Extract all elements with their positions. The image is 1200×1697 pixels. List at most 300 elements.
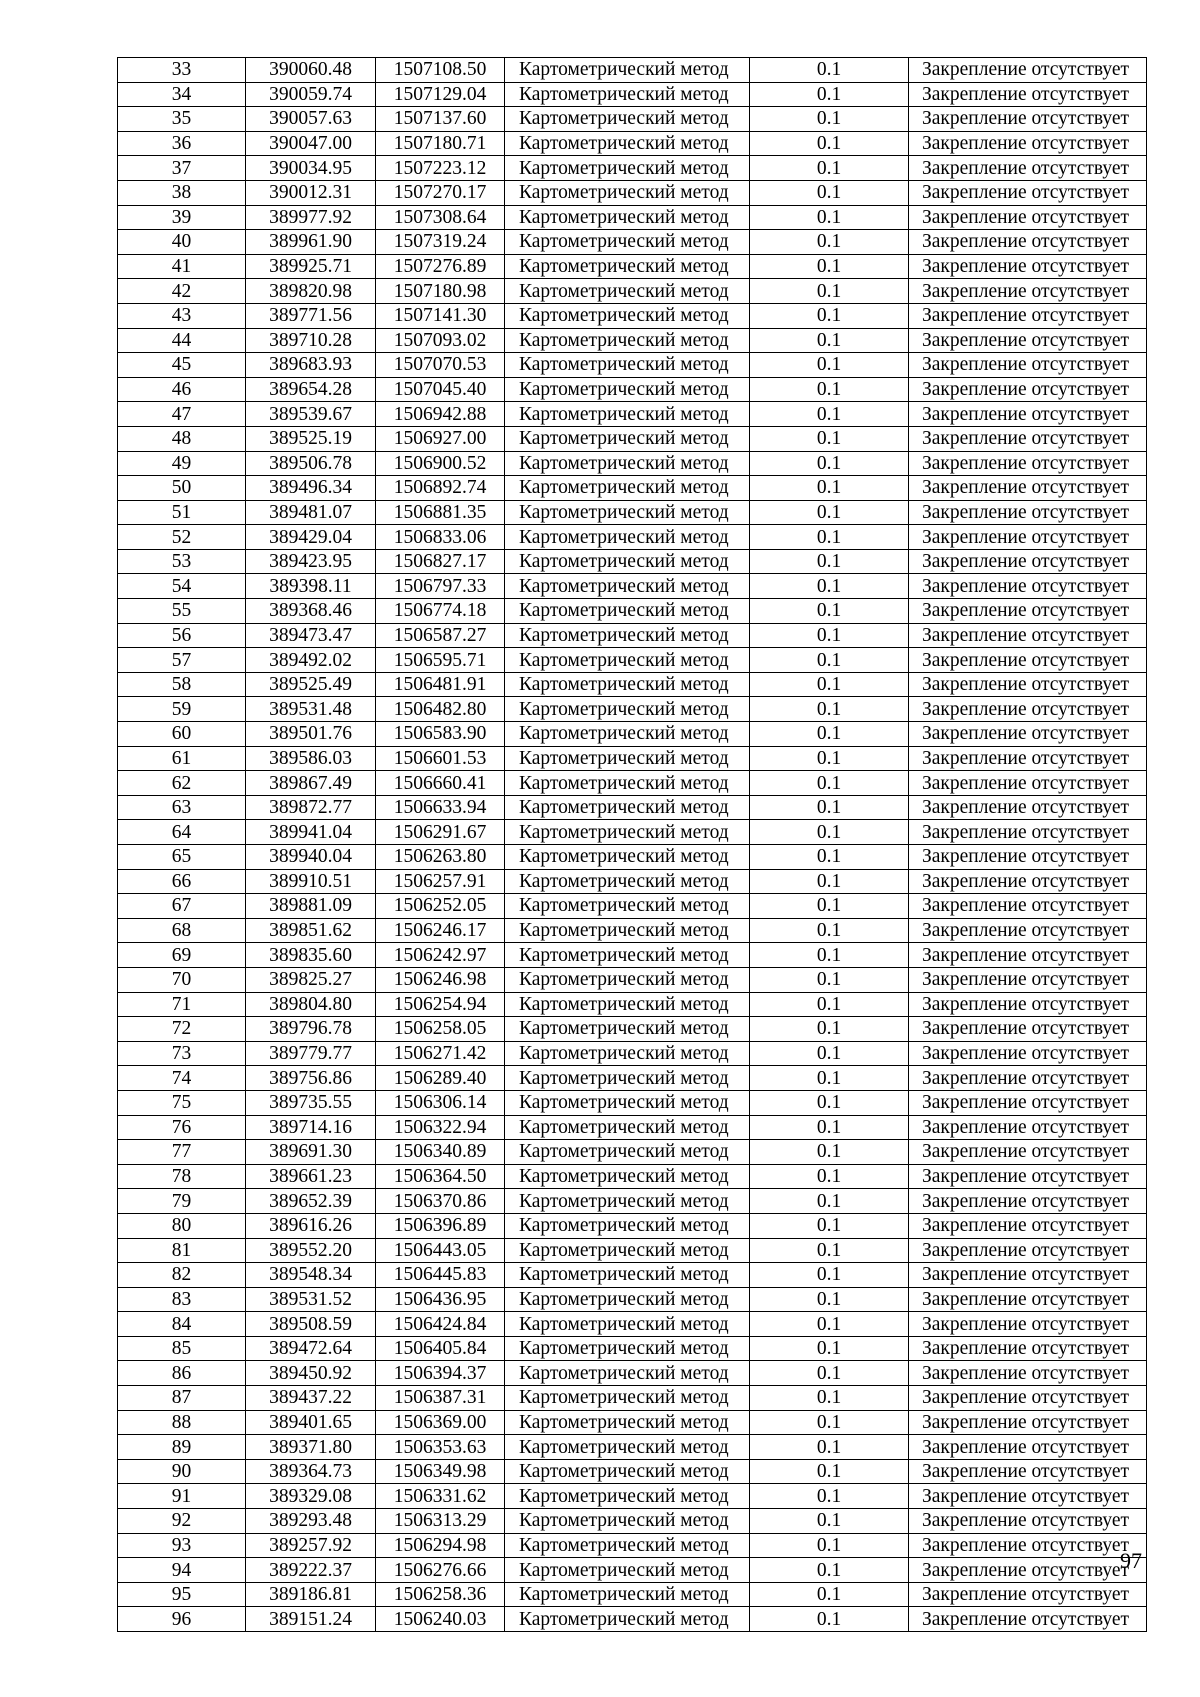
coordinate-x-cell: 389329.08 (246, 1484, 376, 1509)
table-row (118, 845, 1147, 870)
coordinate-y-cell: 1506349.98 (376, 1459, 505, 1484)
point-number-cell: 91 (118, 1484, 246, 1509)
accuracy-cell: 0.1 (750, 549, 909, 574)
accuracy-cell: 0.1 (750, 1484, 909, 1509)
point-number-cell: 53 (118, 549, 246, 574)
coordinate-y-cell: 1506364.50 (376, 1164, 505, 1189)
point-number-cell: 69 (118, 943, 246, 968)
coordinate-x-cell: 389779.77 (246, 1041, 376, 1066)
method-cell: Картометрический метод (505, 648, 750, 673)
method-cell: Картометрический метод (505, 525, 750, 550)
point-number-cell: 59 (118, 697, 246, 722)
fixing-description-cell: Закрепление отсутствует (909, 1189, 1147, 1214)
coordinate-x-cell: 390012.31 (246, 180, 376, 205)
method-cell: Картометрический метод (505, 1017, 750, 1042)
coordinate-x-cell: 389652.39 (246, 1189, 376, 1214)
coordinate-x-cell: 389539.67 (246, 402, 376, 427)
point-number-cell: 86 (118, 1361, 246, 1386)
coordinate-x-cell: 389472.64 (246, 1336, 376, 1361)
point-number-cell: 43 (118, 303, 246, 328)
coordinate-y-cell: 1506881.35 (376, 500, 505, 525)
accuracy-cell: 0.1 (750, 820, 909, 845)
method-cell: Картометрический метод (505, 672, 750, 697)
coordinate-x-cell: 389525.19 (246, 426, 376, 451)
coordinate-x-cell: 389835.60 (246, 943, 376, 968)
coordinate-x-cell: 389910.51 (246, 869, 376, 894)
table-row (118, 672, 1147, 697)
coordinate-y-cell: 1507319.24 (376, 230, 505, 255)
coordinate-y-cell: 1506927.00 (376, 426, 505, 451)
table-row (118, 795, 1147, 820)
coordinate-x-cell: 389710.28 (246, 328, 376, 353)
fixing-description-cell: Закрепление отсутствует (909, 205, 1147, 230)
accuracy-cell: 0.1 (750, 131, 909, 156)
fixing-description-cell: Закрепление отсутствует (909, 795, 1147, 820)
method-cell: Картометрический метод (505, 377, 750, 402)
point-number-cell: 33 (118, 58, 246, 83)
coordinate-y-cell: 1506276.66 (376, 1558, 505, 1583)
point-number-cell: 48 (118, 426, 246, 451)
method-cell: Картометрический метод (505, 746, 750, 771)
fixing-description-cell: Закрепление отсутствует (909, 1459, 1147, 1484)
method-cell: Картометрический метод (505, 1189, 750, 1214)
table-row (118, 328, 1147, 353)
fixing-description-cell: Закрепление отсутствует (909, 623, 1147, 648)
point-number-cell: 52 (118, 525, 246, 550)
method-cell: Картометрический метод (505, 500, 750, 525)
coordinate-y-cell: 1506405.84 (376, 1336, 505, 1361)
point-number-cell: 72 (118, 1017, 246, 1042)
coordinate-x-cell: 389940.04 (246, 845, 376, 870)
coordinate-x-cell: 389401.65 (246, 1410, 376, 1435)
table-row (118, 1459, 1147, 1484)
table-row (118, 353, 1147, 378)
coordinate-x-cell: 390060.48 (246, 58, 376, 83)
coordinate-y-cell: 1506396.89 (376, 1213, 505, 1238)
accuracy-cell: 0.1 (750, 1213, 909, 1238)
point-number-cell: 41 (118, 254, 246, 279)
accuracy-cell: 0.1 (750, 254, 909, 279)
point-number-cell: 56 (118, 623, 246, 648)
fixing-description-cell: Закрепление отсутствует (909, 845, 1147, 870)
table-row (118, 943, 1147, 968)
table-row (118, 303, 1147, 328)
fixing-description-cell: Закрепление отсутствует (909, 1164, 1147, 1189)
table-row (118, 1558, 1147, 1583)
table-row (118, 1263, 1147, 1288)
table-row (118, 1238, 1147, 1263)
accuracy-cell: 0.1 (750, 623, 909, 648)
accuracy-cell: 0.1 (750, 1017, 909, 1042)
fixing-description-cell: Закрепление отсутствует (909, 697, 1147, 722)
accuracy-cell: 0.1 (750, 1189, 909, 1214)
point-number-cell: 80 (118, 1213, 246, 1238)
method-cell: Картометрический метод (505, 1533, 750, 1558)
coordinate-x-cell: 389654.28 (246, 377, 376, 402)
coordinate-y-cell: 1506313.29 (376, 1509, 505, 1534)
fixing-description-cell: Закрепление отсутствует (909, 820, 1147, 845)
method-cell: Картометрический метод (505, 574, 750, 599)
coordinate-y-cell: 1506294.98 (376, 1533, 505, 1558)
coordinate-y-cell: 1506660.41 (376, 771, 505, 796)
fixing-description-cell: Закрепление отсутствует (909, 672, 1147, 697)
fixing-description-cell: Закрепление отсутствует (909, 722, 1147, 747)
coordinate-x-cell: 389506.78 (246, 451, 376, 476)
coordinate-x-cell: 389423.95 (246, 549, 376, 574)
point-number-cell: 47 (118, 402, 246, 427)
coordinate-y-cell: 1506291.67 (376, 820, 505, 845)
table-row (118, 599, 1147, 624)
table-row (118, 156, 1147, 181)
accuracy-cell: 0.1 (750, 426, 909, 451)
method-cell: Картометрический метод (505, 1140, 750, 1165)
accuracy-cell: 0.1 (750, 722, 909, 747)
coordinate-y-cell: 1507141.30 (376, 303, 505, 328)
point-number-cell: 42 (118, 279, 246, 304)
coordinate-y-cell: 1506774.18 (376, 599, 505, 624)
fixing-description-cell: Закрепление отсутствует (909, 1336, 1147, 1361)
coordinate-y-cell: 1506633.94 (376, 795, 505, 820)
method-cell: Картометрический метод (505, 894, 750, 919)
accuracy-cell: 0.1 (750, 1361, 909, 1386)
method-cell: Картометрический метод (505, 1386, 750, 1411)
accuracy-cell: 0.1 (750, 918, 909, 943)
point-number-cell: 60 (118, 722, 246, 747)
method-cell: Картометрический метод (505, 107, 750, 132)
accuracy-cell: 0.1 (750, 992, 909, 1017)
method-cell: Картометрический метод (505, 1435, 750, 1460)
point-number-cell: 77 (118, 1140, 246, 1165)
table-row (118, 1115, 1147, 1140)
point-number-cell: 68 (118, 918, 246, 943)
coordinate-x-cell: 389661.23 (246, 1164, 376, 1189)
coordinate-x-cell: 390059.74 (246, 82, 376, 107)
coordinate-y-cell: 1506242.97 (376, 943, 505, 968)
accuracy-cell: 0.1 (750, 1041, 909, 1066)
fixing-description-cell: Закрепление отсутствует (909, 1017, 1147, 1042)
point-number-cell: 90 (118, 1459, 246, 1484)
coordinate-x-cell: 389683.93 (246, 353, 376, 378)
coordinate-y-cell: 1506827.17 (376, 549, 505, 574)
table-row (118, 697, 1147, 722)
fixing-description-cell: Закрепление отсутствует (909, 107, 1147, 132)
method-cell: Картометрический метод (505, 943, 750, 968)
coordinate-y-cell: 1506436.95 (376, 1287, 505, 1312)
point-number-cell: 79 (118, 1189, 246, 1214)
method-cell: Картометрический метод (505, 353, 750, 378)
accuracy-cell: 0.1 (750, 230, 909, 255)
point-number-cell: 37 (118, 156, 246, 181)
accuracy-cell: 0.1 (750, 156, 909, 181)
accuracy-cell: 0.1 (750, 1558, 909, 1583)
accuracy-cell: 0.1 (750, 279, 909, 304)
coordinate-x-cell: 389525.49 (246, 672, 376, 697)
coordinate-y-cell: 1506353.63 (376, 1435, 505, 1460)
coordinate-y-cell: 1506424.84 (376, 1312, 505, 1337)
coordinate-x-cell: 389586.03 (246, 746, 376, 771)
method-cell: Картометрический метод (505, 451, 750, 476)
coordinate-x-cell: 389257.92 (246, 1533, 376, 1558)
coordinate-y-cell: 1506583.90 (376, 722, 505, 747)
table-row (118, 1582, 1147, 1607)
coordinate-x-cell: 389771.56 (246, 303, 376, 328)
accuracy-cell: 0.1 (750, 500, 909, 525)
accuracy-cell: 0.1 (750, 1066, 909, 1091)
fixing-description-cell: Закрепление отсутствует (909, 943, 1147, 968)
table-row (118, 1607, 1147, 1632)
accuracy-cell: 0.1 (750, 574, 909, 599)
accuracy-cell: 0.1 (750, 697, 909, 722)
coordinate-y-cell: 1506942.88 (376, 402, 505, 427)
page-number: 97 (1120, 1548, 1142, 1573)
method-cell: Картометрический метод (505, 180, 750, 205)
fixing-description-cell: Закрепление отсутствует (909, 992, 1147, 1017)
point-number-cell: 76 (118, 1115, 246, 1140)
coordinate-y-cell: 1506254.94 (376, 992, 505, 1017)
fixing-description-cell: Закрепление отсутствует (909, 746, 1147, 771)
table-row (118, 500, 1147, 525)
coordinate-x-cell: 389293.48 (246, 1509, 376, 1534)
fixing-description-cell: Закрепление отсутствует (909, 1410, 1147, 1435)
method-cell: Картометрический метод (505, 1336, 750, 1361)
accuracy-cell: 0.1 (750, 771, 909, 796)
table-row (118, 279, 1147, 304)
point-number-cell: 96 (118, 1607, 246, 1632)
coordinate-x-cell: 389531.48 (246, 697, 376, 722)
coordinate-x-cell: 389881.09 (246, 894, 376, 919)
table-row (118, 254, 1147, 279)
fixing-description-cell: Закрепление отсутствует (909, 328, 1147, 353)
coordinate-y-cell: 1507129.04 (376, 82, 505, 107)
method-cell: Картометрический метод (505, 1213, 750, 1238)
method-cell: Картометрический метод (505, 1558, 750, 1583)
method-cell: Картометрический метод (505, 1410, 750, 1435)
method-cell: Картометрический метод (505, 254, 750, 279)
coordinates-table-body (118, 58, 1147, 1632)
table-row (118, 1017, 1147, 1042)
method-cell: Картометрический метод (505, 230, 750, 255)
fixing-description-cell: Закрепление отсутствует (909, 1435, 1147, 1460)
table-row (118, 574, 1147, 599)
coordinate-y-cell: 1506246.98 (376, 967, 505, 992)
point-number-cell: 95 (118, 1582, 246, 1607)
method-cell: Картометрический метод (505, 1361, 750, 1386)
table-row (118, 771, 1147, 796)
table-row (118, 205, 1147, 230)
point-number-cell: 82 (118, 1263, 246, 1288)
coordinate-x-cell: 389925.71 (246, 254, 376, 279)
coordinate-x-cell: 389691.30 (246, 1140, 376, 1165)
point-number-cell: 45 (118, 353, 246, 378)
accuracy-cell: 0.1 (750, 943, 909, 968)
table-row (118, 1533, 1147, 1558)
coordinate-y-cell: 1506240.03 (376, 1607, 505, 1632)
method-cell: Картометрический метод (505, 1607, 750, 1632)
coordinate-y-cell: 1506797.33 (376, 574, 505, 599)
accuracy-cell: 0.1 (750, 1263, 909, 1288)
accuracy-cell: 0.1 (750, 353, 909, 378)
coordinate-y-cell: 1506257.91 (376, 869, 505, 894)
accuracy-cell: 0.1 (750, 894, 909, 919)
point-number-cell: 88 (118, 1410, 246, 1435)
accuracy-cell: 0.1 (750, 869, 909, 894)
coordinate-y-cell: 1506258.05 (376, 1017, 505, 1042)
table-row (118, 623, 1147, 648)
method-cell: Картометрический метод (505, 402, 750, 427)
coordinate-y-cell: 1506271.42 (376, 1041, 505, 1066)
coordinate-x-cell: 389548.34 (246, 1263, 376, 1288)
fixing-description-cell: Закрепление отсутствует (909, 918, 1147, 943)
coordinate-y-cell: 1506482.80 (376, 697, 505, 722)
coordinate-x-cell: 389796.78 (246, 1017, 376, 1042)
method-cell: Картометрический метод (505, 205, 750, 230)
point-number-cell: 93 (118, 1533, 246, 1558)
fixing-description-cell: Закрепление отсутствует (909, 1213, 1147, 1238)
coordinate-x-cell: 389552.20 (246, 1238, 376, 1263)
table-row (118, 402, 1147, 427)
accuracy-cell: 0.1 (750, 1582, 909, 1607)
method-cell: Картометрический метод (505, 918, 750, 943)
method-cell: Картометрический метод (505, 1312, 750, 1337)
coordinate-y-cell: 1506258.36 (376, 1582, 505, 1607)
coordinate-y-cell: 1507308.64 (376, 205, 505, 230)
coordinate-y-cell: 1507137.60 (376, 107, 505, 132)
fixing-description-cell: Закрепление отсутствует (909, 549, 1147, 574)
accuracy-cell: 0.1 (750, 1533, 909, 1558)
fixing-description-cell: Закрепление отсутствует (909, 574, 1147, 599)
coordinate-x-cell: 389616.26 (246, 1213, 376, 1238)
method-cell: Картометрический метод (505, 869, 750, 894)
point-number-cell: 35 (118, 107, 246, 132)
fixing-description-cell: Закрепление отсутствует (909, 1238, 1147, 1263)
table-row (118, 869, 1147, 894)
method-cell: Картометрический метод (505, 1287, 750, 1312)
coordinate-y-cell: 1507093.02 (376, 328, 505, 353)
method-cell: Картометрический метод (505, 1115, 750, 1140)
coordinate-y-cell: 1506369.00 (376, 1410, 505, 1435)
coordinate-y-cell: 1506443.05 (376, 1238, 505, 1263)
fixing-description-cell: Закрепление отсутствует (909, 1509, 1147, 1534)
coordinate-y-cell: 1506263.80 (376, 845, 505, 870)
point-number-cell: 46 (118, 377, 246, 402)
accuracy-cell: 0.1 (750, 476, 909, 501)
point-number-cell: 81 (118, 1238, 246, 1263)
accuracy-cell: 0.1 (750, 1607, 909, 1632)
point-number-cell: 55 (118, 599, 246, 624)
accuracy-cell: 0.1 (750, 1435, 909, 1460)
fixing-description-cell: Закрепление отсутствует (909, 869, 1147, 894)
coordinate-y-cell: 1507045.40 (376, 377, 505, 402)
coordinate-y-cell: 1507270.17 (376, 180, 505, 205)
table-row (118, 230, 1147, 255)
coordinate-y-cell: 1506252.05 (376, 894, 505, 919)
point-number-cell: 73 (118, 1041, 246, 1066)
coordinate-x-cell: 389531.52 (246, 1287, 376, 1312)
table-row (118, 549, 1147, 574)
coordinate-x-cell: 389867.49 (246, 771, 376, 796)
coordinate-x-cell: 389941.04 (246, 820, 376, 845)
accuracy-cell: 0.1 (750, 107, 909, 132)
fixing-description-cell: Закрепление отсутствует (909, 230, 1147, 255)
coordinate-y-cell: 1506892.74 (376, 476, 505, 501)
fixing-description-cell: Закрепление отсутствует (909, 451, 1147, 476)
coordinate-y-cell: 1507223.12 (376, 156, 505, 181)
table-row (118, 1140, 1147, 1165)
method-cell: Картометрический метод (505, 1090, 750, 1115)
method-cell: Картометрический метод (505, 1041, 750, 1066)
table-row (118, 648, 1147, 673)
method-cell: Картометрический метод (505, 599, 750, 624)
fixing-description-cell: Закрепление отсутствует (909, 426, 1147, 451)
coordinate-x-cell: 389872.77 (246, 795, 376, 820)
method-cell: Картометрический метод (505, 1066, 750, 1091)
accuracy-cell: 0.1 (750, 648, 909, 673)
method-cell: Картометрический метод (505, 426, 750, 451)
accuracy-cell: 0.1 (750, 746, 909, 771)
method-cell: Картометрический метод (505, 1509, 750, 1534)
coordinate-x-cell: 389151.24 (246, 1607, 376, 1632)
method-cell: Картометрический метод (505, 771, 750, 796)
table-row (118, 992, 1147, 1017)
fixing-description-cell: Закрепление отсутствует (909, 254, 1147, 279)
fixing-description-cell: Закрепление отсутствует (909, 599, 1147, 624)
fixing-description-cell: Закрепление отсутствует (909, 180, 1147, 205)
table-row (118, 746, 1147, 771)
method-cell: Картометрический метод (505, 1459, 750, 1484)
coordinate-x-cell: 389450.92 (246, 1361, 376, 1386)
method-cell: Картометрический метод (505, 58, 750, 83)
coordinate-x-cell: 389437.22 (246, 1386, 376, 1411)
point-number-cell: 40 (118, 230, 246, 255)
table-row (118, 1041, 1147, 1066)
table-row (118, 58, 1147, 83)
point-number-cell: 94 (118, 1558, 246, 1583)
accuracy-cell: 0.1 (750, 1164, 909, 1189)
table-row (118, 451, 1147, 476)
method-cell: Картометрический метод (505, 1263, 750, 1288)
table-row (118, 1336, 1147, 1361)
coordinate-x-cell: 389977.92 (246, 205, 376, 230)
table-row (118, 1435, 1147, 1460)
accuracy-cell: 0.1 (750, 672, 909, 697)
fixing-description-cell: Закрепление отсутствует (909, 1263, 1147, 1288)
method-cell: Картометрический метод (505, 623, 750, 648)
point-number-cell: 36 (118, 131, 246, 156)
fixing-description-cell: Закрепление отсутствует (909, 131, 1147, 156)
accuracy-cell: 0.1 (750, 1287, 909, 1312)
method-cell: Картометрический метод (505, 1484, 750, 1509)
fixing-description-cell: Закрепление отсутствует (909, 648, 1147, 673)
table-row (118, 107, 1147, 132)
table-row (118, 1164, 1147, 1189)
point-number-cell: 62 (118, 771, 246, 796)
method-cell: Картометрический метод (505, 992, 750, 1017)
coordinate-y-cell: 1507070.53 (376, 353, 505, 378)
fixing-description-cell: Закрепление отсутствует (909, 377, 1147, 402)
accuracy-cell: 0.1 (750, 1509, 909, 1534)
coordinate-y-cell: 1507180.98 (376, 279, 505, 304)
coordinate-y-cell: 1507108.50 (376, 58, 505, 83)
point-number-cell: 83 (118, 1287, 246, 1312)
table-row (118, 377, 1147, 402)
method-cell: Картометрический метод (505, 279, 750, 304)
coordinate-y-cell: 1506370.86 (376, 1189, 505, 1214)
coordinate-y-cell: 1506387.31 (376, 1386, 505, 1411)
table-row (118, 1287, 1147, 1312)
accuracy-cell: 0.1 (750, 402, 909, 427)
fixing-description-cell: Закрепление отсутствует (909, 82, 1147, 107)
fixing-description-cell: Закрепление отсутствует (909, 1140, 1147, 1165)
